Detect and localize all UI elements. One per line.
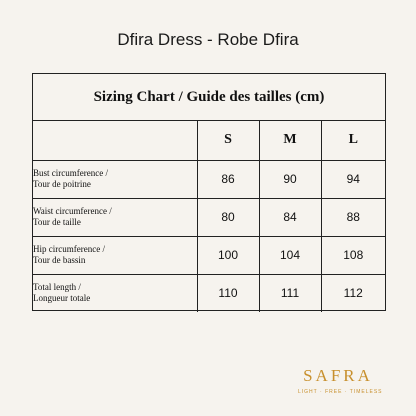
brand-logo [298,366,383,395]
size-header-s: S [197,121,259,160]
value-cell: 110 [197,274,259,312]
value-cell: 112 [321,274,385,312]
size-header-l: L [321,121,385,160]
row-label-en: Hip circumference / [33,244,105,254]
row-label-en: Waist circumference / [33,206,112,216]
row-label-fr: Tour de bassin [33,255,86,265]
brand-name: SAFRA [303,366,373,385]
row-label-fr: Longueur totale [33,293,91,304]
row-label-hip [33,236,197,274]
sizing-chart [32,73,386,311]
table-row [33,236,385,274]
value-cell: 94 [321,160,385,198]
size-header-m: M [259,121,321,160]
page-title: Dfira Dress - Robe Dfira [117,30,299,49]
row-label-bust [33,160,197,198]
row-label-fr: Tour de taille [33,217,81,227]
brand-tagline: LIGHT · FREE · TIMELESS [298,389,383,395]
row-label-fr: Tour de poitrine [33,179,91,189]
value-cell: 84 [259,198,321,236]
table-row [33,160,385,198]
table-row [33,274,385,312]
chart-heading: Sizing Chart / Guide des tailles (cm) [33,74,385,121]
size-table [33,121,385,312]
value-cell: 86 [197,160,259,198]
header-blank-cell [33,121,197,160]
row-label-en: Total length / [33,282,81,293]
row-label-waist [33,198,197,236]
value-cell: 108 [321,236,385,274]
value-cell: 111 [259,274,321,312]
value-cell: 104 [259,236,321,274]
row-label-length [33,274,197,312]
value-cell: 100 [197,236,259,274]
value-cell: 90 [259,160,321,198]
value-cell: 80 [197,198,259,236]
table-row [33,198,385,236]
size-header-row [33,121,385,160]
row-label-en: Bust circumference / [33,168,108,178]
value-cell: 88 [321,198,385,236]
